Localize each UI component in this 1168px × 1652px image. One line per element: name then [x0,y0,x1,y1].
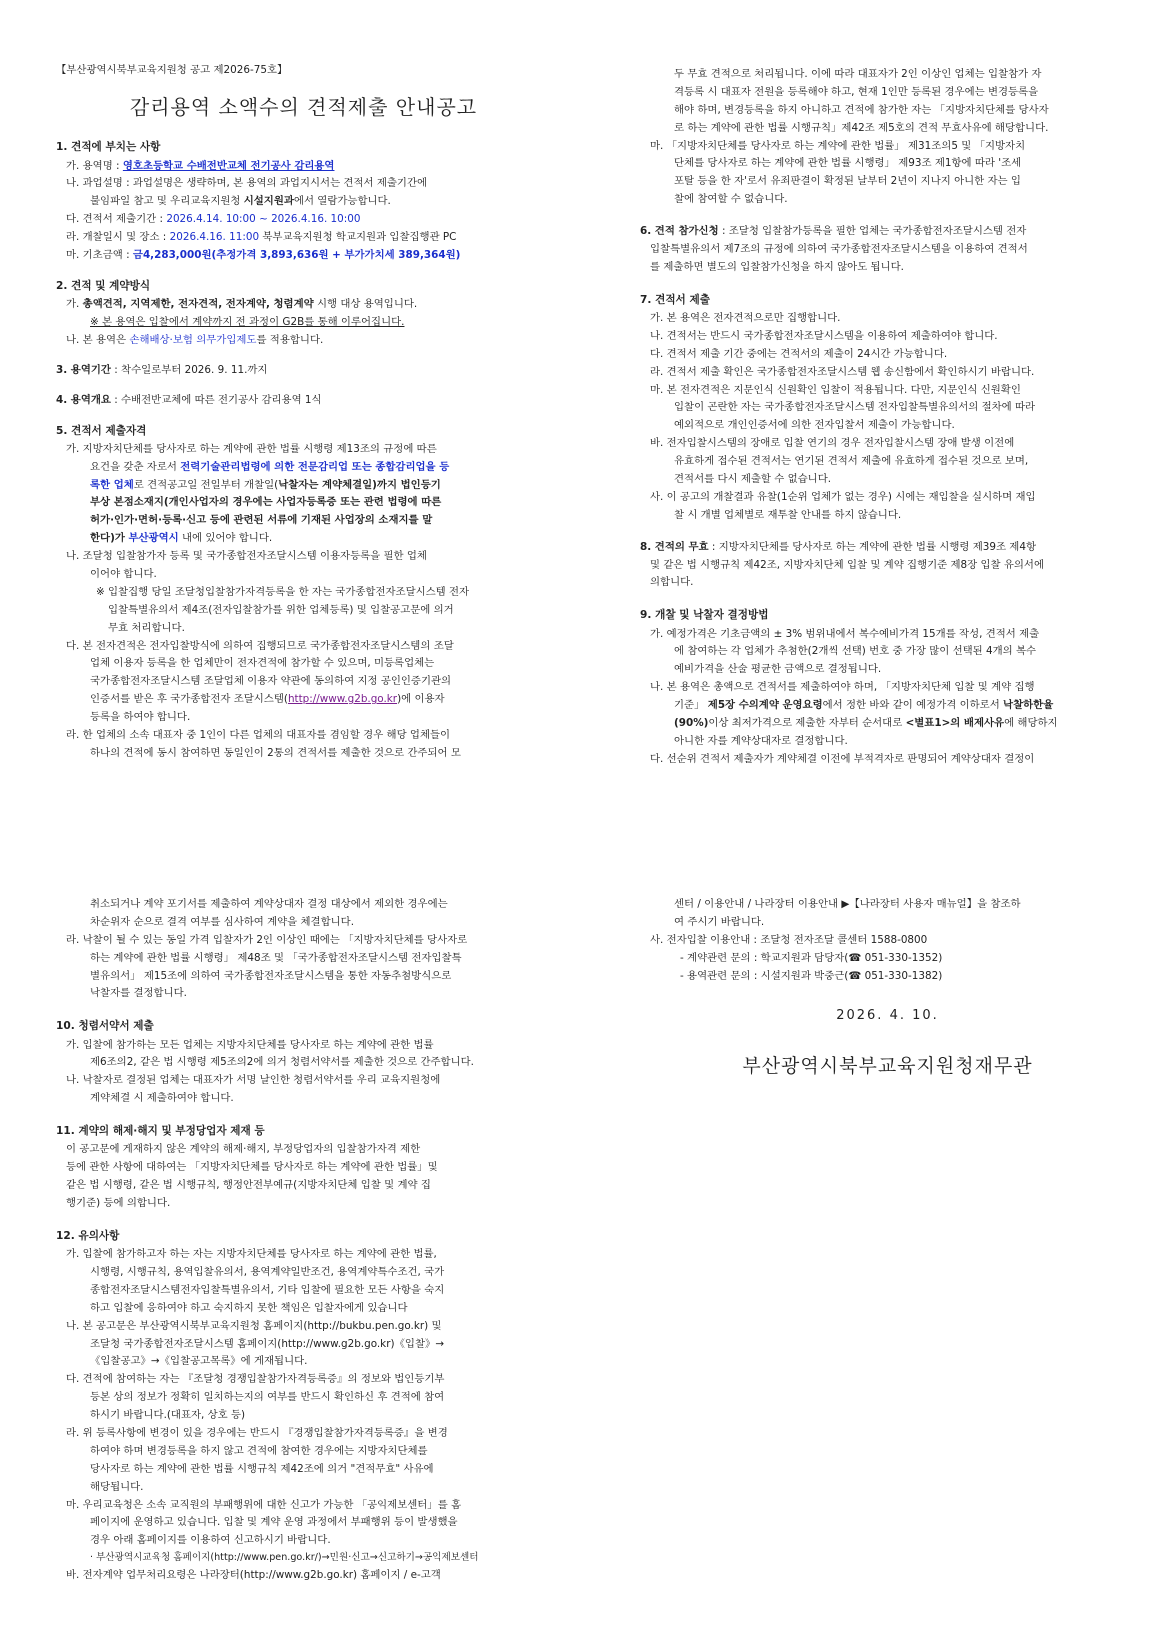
service-name-value: 영호초등학교 수배전반교체 전기공사 감리용역 [122,159,335,172]
section-10: 10. 청렴서약서 제출 가. 입찰에 참가하는 모든 업체는 지방자치단체를 당사자로 하는 계약에 관한 법률 제6조의2, 같은 법 시행령 제5조의2에 의거 청렴서약서를 제출한 것으로 간주합니다. 나. 낙찰자로 결정된 업체는 대표자가 서명 날인한 청렴서약서를 우리 교육지원청에 계약체결 시 제출하여야 합니다. [56,1017,551,1108]
contract-method: 가. 총액견적, 지역제한, 전자견적, 전자계약, 청렴계약 시행 대상 용역입니다. [66,298,418,311]
section-3 [56,362,551,380]
submission-period: 다. 견적서 제출기간 : 2026.4.14. 10:00 ~ 2026.4.16. 10:00 [66,213,361,226]
base-amount-value: 금4,283,000원(추정가격 3,893,636원 + 부가가치세 389,364원) [132,248,461,261]
call-center: 사. 전자입찰 이용안내 : 조달청 전자조달 콜센터 1588-0800 [650,933,928,946]
notice-date: 2026. 4. 10. [836,1008,939,1024]
pen-report-link: · 부산광역시교육청 홈페이지(http://www.pen.go.kr/)→민원·신고→신고하기→공익제보센터 [90,1552,479,1564]
notice-number: 【부산광역시북부교육지원청 공고 제2026-75호】 [56,64,288,76]
service-period: : 착수일로부터 2026. 9. 11.까지 [110,363,268,376]
contract-contact: - 계약관련 문의 : 학교지원과 담당자(☎ 051-330-1352) [680,951,943,964]
section-8: 8. 견적의 무효 : 지방자치단체를 당사자로 하는 계약에 관한 법률 시행령 제39조 제4항 및 같은 법 시행규칙 제42조, 지방자치단체 입찰 및 계약 집행기준 제8장 입찰 유의서에 의합니다. [640,540,1044,589]
section-4-title: 4. 용역개요 [56,393,111,406]
service-contact: - 용역관련 문의 : 시설지원과 박중근(☎ 051-330-1382) [680,969,943,982]
section-6-title: 6. 견적 참가신청 [640,225,719,238]
section-2 [56,277,551,350]
section-7: 7. 견적서 제출 가. 본 용역은 전자견적으로만 집행합니다. 나. 견적서는 반드시 국가종합전자조달시스템을 이용하여 제출하여야 합니다. 다. 견적서 제출 기간 중에는 견적서의 제출이 24시간 가능합니다. 라. 견적서 제출 확인은 국가종합전자조달시스템 웹 송신함에서 확인하시기 바랍니다. 마. 본 전자견적은 지문인식 신원확인 입찰이 적용됩니다. 다만, 지문인식 신원확인 입찰이 곤란한 자는 국가종합전자조달시스템 전자입찰특별유의서의 절차에 따라 예외적으로 개인인증서에 의한 전자입찰서 제출이 가능합니다. 바. 전자입찰시스템의 장애로 입찰 연기의 경우 전자입찰시스템 장애 발생 이전에 유효하게 접수된 견적서는 연기된 견적서 제출에 유효하게 접수된 것으로 보며, 견적서를 다시 제출할 수 없습니다. 사. 이 공고의 개찰결과 유찰(1순위 업체가 없는 경우) 시에는 재입찰을 실시하며 재입 찰 시 개별 업체별로 재투찰 안내를 하지 않습니다. [640,291,1135,525]
section-1 [56,138,551,265]
service-name: 가. 용역명 : 영호초등학교 수배전반교체 전기공사 감리용역 [66,159,335,172]
opening-datetime: 라. 개찰일시 및 장소 : 2026.4.16. 11:00 북부교육지원청 학교지원과 입찰집행관 PC [66,231,457,244]
section-2-title: 2. 견적 및 계약방식 [56,279,151,292]
section-12: 12. 유의사항 가. 입찰에 참가하고자 하는 자는 지방자치단체를 당사자로 하는 계약에 관한 법률, 시행령, 시행규칙, 용역입찰유의서, 용역계약일반조건, 용역계약특수조건, 국가 종합전자조달시스템전자입찰특별유의서, 기타 입찰에 필요한 모든 사항을 숙지 하고 입찰에 응하여야 하고 숙지하지 못한 책임은 입찰자에게 있습니다 나. 본 공고문은 부산광역시북부교육지원청 홈페이지(http://bukbu.pen.go.kr) 및 조달청 국가종합전자조달시스템 홈페이지(http://www.g2b.go.kr)《입찰》→ 《입찰공고》→《입찰공고목록》에 게재됩니다. 다. 견적에 참여하는 자는 『조달청 경쟁입찰참가자격등록증』의 정보와 법인등기부 등본 상의 정보가 정확히 일치하는지의 여부를 반드시 확인하신 후 견적에 참여 하시기 바랍니다.(대표자, 상호 등) 라. 위 등록사항에 변경이 있을 경우에는 반드시 『경쟁입찰참가자격등록증』을 변경 하여야 하며 변경등록을 하지 않고 견적에 참여한 경우에는 지방자치단체를 당사자로 하는 계약에 관한 법률 시행규칙 제42조에 의거 "견적무효" 사유에 해당됩니다. 마. 우리교육청은 소속 교직원의 부패행위에 대한 신고가 가능한 「공익제보센터」를 홈 페이지에 운영하고 있습니다. 입찰 및 계약 운영 과정에서 부패행위 등이 발생했을 경우 아래 홈페이지를 이용하여 신고하시기 바랍니다. · 부산광역시교육청 홈페이지(http://www.pen.go.kr/)→민원·신고→신고하기→공익제보센터 바. 전자계약 업무처리요령은 나라장터(http://www.g2b.go.kr) 홈페이지 / e-고객 [56,1227,551,1585]
submission-period-value: 2026.4.14. 10:00 ~ 2026.4.16. 10:00 [166,213,361,226]
section-9-title: 9. 개찰 및 낙찰자 결정방법 [640,609,769,622]
service-overview: : 수배전반교체에 따른 전기공사 감리용역 1식 [110,393,322,406]
section-6: 6. 견적 참가신청 : 조달청 입찰참가등록을 필한 업체는 국가종합전자조달시스템 전자 입찰특별유의서 제7조의 규정에 의하여 국가종합전자조달시스템을 이용하여 견적서 를 제출하면 별도의 입찰참가신청을 하지 않아도 됩니다. [640,225,1028,273]
base-amount: 마. 기초금액 : 금4,283,000원(추정가격 3,893,636원 + 부가가치세 389,364원) [66,248,461,261]
section-9: 9. 개찰 및 낙찰자 결정방법 가. 예정가격은 기초금액의 ± 3% 범위내에서 복수예비가격 15개를 작성, 견적서 제출 에 참여하는 각 업체가 추첨한(2개씩 선택) 번호 중 가장 많이 선택된 4개의 복수 예비가격을 산술 평균한 금액으로 결정됩니다. 나. 본 용역은 총액으로 견적서를 제출하여야 하며, 「지방자치단체 입찰 및 계약 집행 기준」 제5장 수의계약 운영요령에서 정한 바와 같이 예정가격 이하로서 낙찰하한율 (90%)이상 최저가격으로 제출한 자부터 순서대로 <별표1>의 배제사유에 해당하지 아니한 자를 계약상대자로 결정합니다. 다. 선순위 견적서 제출자가 계약체결 이전에 부적격자로 판명되어 계약상대자 결정이 [640,606,1135,768]
page-2 [0,826,1168,1652]
page-2-left-column: 취소되거나 계약 포기서를 제출하여 계약상대자 결정 대상에서 제외한 경우에는 차순위자 순으로 결격 여부를 심사하여 계약을 체결합니다. 라. 낙찰이 될 수 있는 동일 가격 입찰자가 2인 이상인 때에는 「지방자치단체를 당사자로 하는 계약에 관한 법률 시행령」 제48조 및 「국가종합전자조달시스템 전자입찰특 별유의서」 제15조에 의하여 국가종합전자조달시스템을 통한 자동추첨방식으로 낙찰자를 결정합니다. 10. 청렴서약서 제출 가. 입찰에 참가하는 모든 업체는 지방자치단체를 당사자로 하는 계약에 관한 법률 제6조의2, 같은 법 시행령 제5조의2에 의거 청렴서약서를 제출한 것으로 간주합니다. 나. 낙찰자로 결정된 업체는 대표자가 서명 날인한 청렴서약서를 우리 교육지원청에 계약체결 시 제출하여야 합니다. 11. 계약의 해제·해지 및 부정당업자 제재 등 이 공고문에 게재하지 않은 계약의 해제·해지, 부정당업자의 입찰참가자격 제한 등에 관한 사항에 대하여는 「지방자치단체를 당사자로 하는 계약에 관한 법률」및 같은 법 시행령, 같은 법 시행규칙, 행정안전부예규(지방자치단체 입찰 및 계약 집 행기준) 등에 의합니다. 12. 유의사항 가. 입찰에 참가하고자 하는 자는 지방자치단체를 당사자로 하는 계약에 관한 법률, 시행령, 시행규칙, 용역입찰유의서, 용역계약일반조건, 용역계약특수조건, 국가 종합전자조달시스템전자입찰특별유의서, 기타 입찰에 필요한 모든 사항을 숙지 하고 입찰에 응하여야 하고 숙지하지 못한 책임은 입찰자에게 있습니다 나. 본 공고문은 부산광역시북부교육지원청 홈페이지(http://bukbu.pen.go.kr) 및 조달청 국가종합전자조달시스템 홈페이지(http://www.g2b.go.kr)《입찰》→ 《입찰공고》→《입찰공고목록》에 게재됩니다. 다. 견적에 참여하는 자는 『조달청 경쟁입찰참가자격등록증』의 정보와 법인등기부 등본 상의 정보가 정확히 일치하는지의 여부를 반드시 확인하신 후 견적에 참여 하시기 바랍니다.(대표자, 상호 등) 라. 위 등록사항에 변경이 있을 경우에는 반드시 『경쟁입찰참가자격등록증』을 변경 하여야 하며 변경등록을 하지 않고 견적에 참여한 경우에는 지방자치단체를 당사자로 하는 계약에 관한 법률 시행규칙 제42조에 의거 "견적무효" 사유에 해당됩니다. 마. 우리교육청은 소속 교직원의 부패행위에 대한 신고가 가능한 「공익제보센터」를 홈 페이지에 운영하고 있습니다. 입찰 및 계약 운영 과정에서 부패행위 등이 발생했을 경우 아래 홈페이지를 이용하여 신고하시기 바랍니다. · 부산광역시교육청 홈페이지(http://www.pen.go.kr/)→민원·신고→신고하기→공익제보센터 바. 전자계약 업무처리요령은 나라장터(http://www.g2b.go.kr) 홈페이지 / e-고객 [56,896,551,1585]
section-11-title: 11. 계약의 해제·해지 및 부정당업자 제재 등 [56,1125,265,1138]
section-12-title: 12. 유의사항 [56,1229,120,1242]
g2b-note: ※ 본 용역은 입찰에서 계약까지 전 과정이 G2B를 통해 이루어집니다. [90,315,405,328]
section-3-title: 3. 용역기간 [56,363,111,376]
g2b-link[interactable]: http://www.g2b.go.kr [287,693,398,706]
insurance-note: 나. 본 용역은 손해배상·보험 의무가입제도를 적용합니다. [66,333,324,346]
page-1-left-column [56,62,551,763]
issuer-signature: 부산광역시북부교육지원청재무관 [742,1054,1033,1077]
task-description: 나. 과업설명 : 과업설명은 생략하며, 본 용역의 과업지시서는 견적서 제출기간에 [66,177,428,190]
section-8-title: 8. 견적의 무효 [640,540,709,553]
section-10-title: 10. 청렴서약서 제출 [56,1020,154,1033]
section-7-title: 7. 견적서 제출 [640,293,710,306]
page-2-right-column: 센터 / 이용안내 / 나라장터 이용안내 ▶【나라장터 사용자 매뉴얼】을 참조하 여 주시기 바랍니다. 사. 전자입찰 이용안내 : 조달청 전자조달 콜센터 1588-0800 - 계약관련 문의 : 학교지원과 담당자(☎ 051-330-1352) - 용역관련 문의 : 시설지원과 박중근(☎ 051-330-1382) 2026. 4. 10. 부산광역시북부교육지원청재무관 [640,896,1135,1082]
section-4 [56,392,551,410]
page-1-right-column: 두 무효 견적으로 처리됩니다. 이에 따라 대표자가 2인 이상인 업체는 입찰참가 자 격등록 시 대표자 전원을 등록해야 하고, 현재 1인만 등록된 경우에는 변경등록을 해야 하며, 변경등록을 하지 아니하고 견적에 참가한 자는 「지방자치단체를 당사자 로 하는 계약에 관한 법률 시행규칙」제42조 제5호의 견적 무효사유에 해당합니다. 마. 「지방자치단체를 당사자로 하는 계약에 관한 법률」 제31조의5 및 「지방자치 단체를 당사자로 하는 계약에 관한 법률 시행령」 제93조 제1항에 따라 '조세 포탈 등을 한 자'로서 유죄판결이 확정된 날부터 2년이 지나지 아니한 자는 입 찰에 참여할 수 없습니다. 6. 견적 참가신청 : 조달청 입찰참가등록을 필한 업체는 국가종합전자조달시스템 전자 입찰특별유의서 제7조의 규정에 의하여 국가종합전자조달시스템을 이용하여 견적서 를 제출하면 별도의 입찰참가신청을 하지 않아도 됩니다. 7. 견적서 제출 가. 본 용역은 전자견적으로만 집행합니다. 나. 견적서는 반드시 국가종합전자조달시스템을 이용하여 제출하여야 합니다. 다. 견적서 제출 기간 중에는 견적서의 제출이 24시간 가능합니다. 라. 견적서 제출 확인은 국가종합전자조달시스템 웹 송신함에서 확인하시기 바랍니다. 마. 본 전자견적은 지문인식 신원확인 입찰이 적용됩니다. 다만, 지문인식 신원확인 입찰이 곤란한 자는 국가종합전자조달시스템 전자입찰특별유의서의 절차에 따라 예외적으로 개인인증서에 의한 전자입찰서 제출이 가능합니다. 바. 전자입찰시스템의 장애로 입찰 연기의 경우 전자입찰시스템 장애 발생 이전에 유효하게 접수된 견적서는 연기된 견적서 제출에 유효하게 접수된 것으로 보며, 견적서를 다시 제출할 수 없습니다. 사. 이 공고의 개찰결과 유찰(1순위 업체가 없는 경우) 시에는 재입찰을 실시하며 재입 찰 시 개별 업체별로 재투찰 안내를 하지 않습니다. 8. 견적의 무효 : 지방자치단체를 당사자로 하는 계약에 관한 법률 시행령 제39조 제4항 및 같은 법 시행규칙 제42조, 지방자치단체 입찰 및 계약 집행기준 제8장 입찰 유의서에 의합니다. 9. 개찰 및 낙찰자 결정방법 가. 예정가격은 기초금액의 ± 3% 범위내에서 복수예비가격 15개를 작성, 견적서 제출 에 참여하는 각 업체가 추첨한(2개씩 선택) 번호 중 가장 많이 선택된 4개의 복수 예비가격을 산술 평균한 금액으로 결정됩니다. 나. 본 용역은 총액으로 견적서를 제출하여야 하며, 「지방자치단체 입찰 및 계약 집행 기준」 제5장 수의계약 운영요령에서 정한 바와 같이 예정가격 이하로서 낙찰하한율 (90%)이상 최저가격으로 제출한 자부터 순서대로 <별표1>의 배제사유에 해당하지 아니한 자를 계약상대자로 결정합니다. 다. 선순위 견적서 제출자가 계약체결 이전에 부적격자로 판명되어 계약상대자 결정이 [640,66,1135,769]
section-1-title: 1. 견적에 부치는 사항 [56,141,161,154]
task-description-cont: 불임파일 참고 및 우리교육지원청 시설지원과에서 열람가능합니다. [90,195,391,208]
section-5: 5. 견적서 제출자격 가. 지방자치단체를 당사자로 하는 계약에 관한 법률 시행령 제13조의 규정에 따른 요건을 갖춘 자로서 전력기술관리법령에 의한 전문감리업 또는 종합감리업을 등 록한 업체로 견적공고일 전일부터 개찰일(낙찰자는 계약체결일)까지 법인등기 부상 본점소재지(개인사업자의 경우에는 사업자등록증 또는 관련 법령에 따른 허가·인가·면허·등록·신고 등에 관련된 서류에 기재된 사업장의 소재지를 말 한다)가 부산광역시 내에 있어야 합니다. 나. 조달청 입찰참가자 등록 및 국가종합전자조달시스템 이용자등록을 필한 업체 이어야 합니다. ※ 입찰집행 당일 조달청입찰참가자격등록을 한 자는 국가종합전자조달시스템 전자 입찰특별유의서 제4조(전자입찰참가를 위한 업체등록) 및 입찰공고문에 의거 무효 처리합니다. 다. 본 전자견적은 전자입찰방식에 의하여 집행되므로 국가종합전자조달시스템의 조달 업체 이용자 등록을 한 업체만이 전자견적에 참가할 수 있으며, 미등록업체는 국가종합전자조달시스템 조달업체 이용자 약관에 동의하여 지정 공인인증기관의 인증서를 받은 후 국가종합전자 조달시스템(http://www.g2b.go.kr)에 이용자 등록을 하여야 합니다. 라. 한 업체의 소속 대표자 중 1인이 다른 업체의 대표자를 겸임할 경우 해당 업체들이 하나의 견적에 동시 참여하면 동일인이 2통의 견적서를 제출한 것으로 간주되어 모 [56,422,551,763]
section-11: 11. 계약의 해제·해지 및 부정당업자 제재 등 이 공고문에 게재하지 않은 계약의 해제·해지, 부정당업자의 입찰참가자격 제한 등에 관한 사항에 대하여는 「지방자치단체를 당사자로 하는 계약에 관한 법률」및 같은 법 시행령, 같은 법 시행규칙, 행정안전부예규(지방자치단체 입찰 및 계약 집 행기준) 등에 의합니다. [56,1122,551,1213]
document-title: 감리용역 소액수의 견적제출 안내공고 [129,94,478,119]
section-5-title: 5. 견적서 제출자격 [56,424,147,437]
